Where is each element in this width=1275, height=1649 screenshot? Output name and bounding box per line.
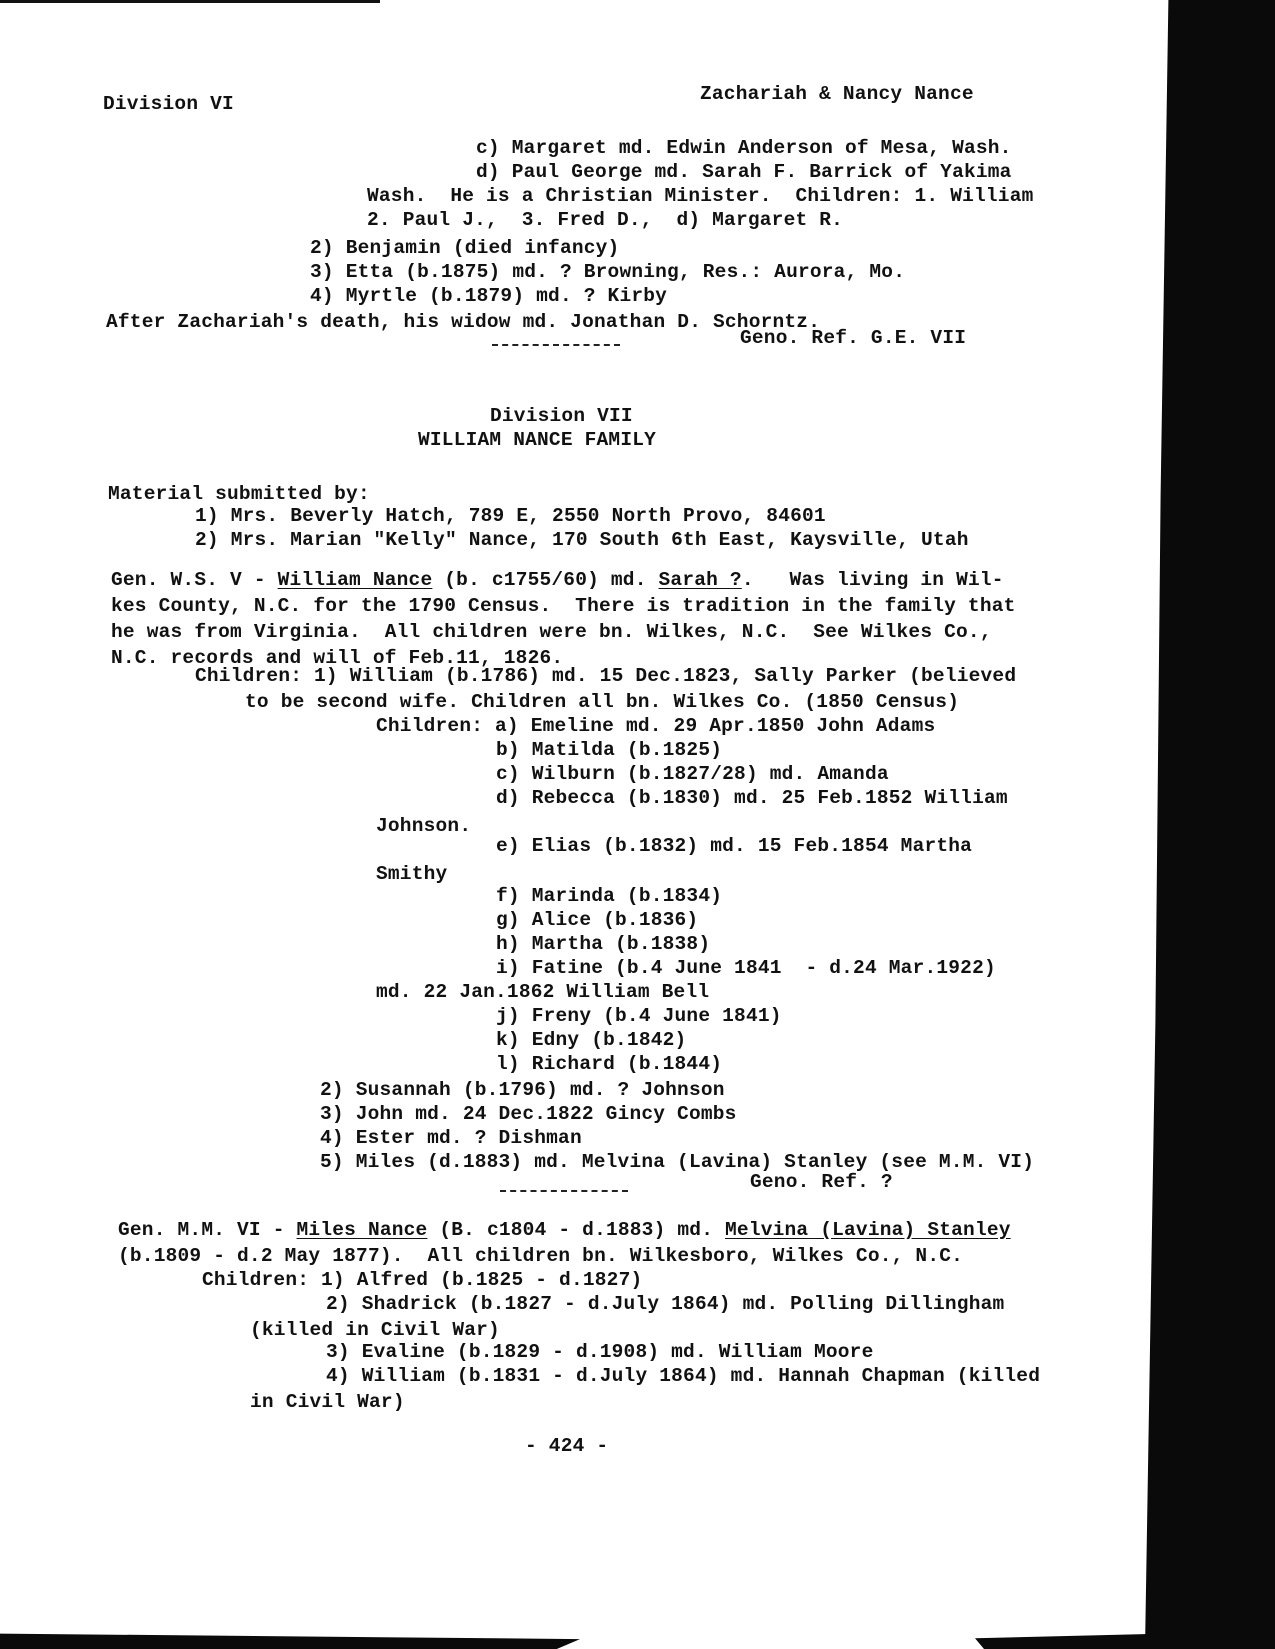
text-line: b) Matilda (b.1825) <box>496 739 723 761</box>
text-line: 5) Miles (d.1883) md. Melvina (Lavina) Stanley (see M.M. VI) <box>320 1151 1035 1173</box>
gen-mm-spouse: Melvina (Lavina) Stanley <box>725 1219 1011 1241</box>
scan-edge-top <box>0 0 380 3</box>
gen-ws-prefix: Gen. W.S. V - <box>111 569 278 591</box>
gen-mm-name: Miles Nance <box>296 1219 428 1241</box>
text-line: 1) Mrs. Beverly Hatch, 789 E, 2550 North Provo, 84601 <box>195 505 826 527</box>
text-line: e) Elias (b.1832) md. 15 Feb.1854 Martha <box>496 835 973 857</box>
gen-ws-mid: (b. c1755/60) md. <box>432 569 659 591</box>
text-line: N.C. records and will of Feb.11, 1826. <box>111 647 564 669</box>
text-line: c) Wilburn (b.1827/28) md. Amanda <box>496 763 889 785</box>
text-line: Smithy <box>376 863 448 885</box>
text-line: md. 22 Jan.1862 William Bell <box>376 981 710 1003</box>
text-line: Children: 1) Alfred (b.1825 - d.1827) <box>202 1269 643 1291</box>
text-line: Material submitted by: <box>108 483 370 505</box>
section-divider <box>500 1190 628 1194</box>
text-line: 3) John md. 24 Dec.1822 Gincy Combs <box>320 1103 737 1125</box>
scan-edge-right <box>1145 0 1275 1649</box>
text-line: After Zachariah's death, his widow md. Jonathan D. Schorntz. <box>106 311 821 333</box>
text-line: g) Alice (b.1836) <box>496 909 699 931</box>
text-line: he was from Virginia. All children were bn. Wilkes, N.C. See Wilkes Co., <box>111 621 992 643</box>
text-line: in Civil War) <box>250 1391 405 1413</box>
text-line: 4) Ester md. ? Dishman <box>320 1127 582 1149</box>
scan-edge-bottom <box>0 1627 580 1649</box>
gen-ws-line <box>111 568 1004 592</box>
gen-ws-spouse: Sarah ? <box>658 569 742 591</box>
text-line: (killed in Civil War) <box>250 1319 500 1341</box>
text-line: (b.1809 - d.2 May 1877). All children bn. Wilkesboro, Wilkes Co., N.C. <box>118 1245 964 1267</box>
gen-ws-name: William Nance <box>277 569 433 591</box>
text-line: f) Marinda (b.1834) <box>496 885 723 907</box>
text-line: h) Martha (b.1838) <box>496 933 711 955</box>
text-line: j) Freny (b.4 June 1841) <box>496 1005 782 1027</box>
text-line: WILLIAM NANCE FAMILY <box>418 429 657 451</box>
text-line: i) Fatine (b.4 June 1841 - d.24 Mar.1922) <box>496 957 996 979</box>
text-line: Geno. Ref. ? <box>750 1171 893 1193</box>
text-line: 4) Myrtle (b.1879) md. ? Kirby <box>310 285 668 307</box>
text-line: Wash. He is a Christian Minister. Children: 1. William <box>367 185 1034 207</box>
header-family-name: Zachariah & Nancy Nance <box>700 83 974 105</box>
text-line: 2) Mrs. Marian "Kelly" Nance, 170 South 6th East, Kaysville, Utah <box>195 529 969 551</box>
text-line: 2) Susannah (b.1796) md. ? Johnson <box>320 1079 725 1101</box>
gen-mm-mid: (B. c1804 - d.1883) md. <box>427 1219 726 1241</box>
text-line: 4) William (b.1831 - d.July 1864) md. Hannah Chapman (killed <box>326 1365 1041 1387</box>
text-line: d) Paul George md. Sarah F. Barrick of Yakima <box>476 161 1012 183</box>
gen-mm-line <box>118 1218 1011 1242</box>
text-line: 2. Paul J., 3. Fred D., d) Margaret R. <box>367 209 844 231</box>
text-line: Division VII <box>490 405 633 427</box>
text-line: 3) Evaline (b.1829 - d.1908) md. William Moore <box>326 1341 874 1363</box>
text-line: kes County, N.C. for the 1790 Census. There is tradition in the family that <box>111 595 1016 617</box>
text-line: k) Edny (b.1842) <box>496 1029 687 1051</box>
text-line: 2) Benjamin (died infancy) <box>310 237 620 259</box>
text-line: l) Richard (b.1844) <box>496 1053 723 1075</box>
text-line: 3) Etta (b.1875) md. ? Browning, Res.: Aurora, Mo. <box>310 261 906 283</box>
header-division: Division VI <box>103 93 234 115</box>
text-line: Johnson. <box>376 815 472 837</box>
gen-mm-prefix: Gen. M.M. VI - <box>118 1219 297 1241</box>
page-number: - 424 - <box>525 1435 609 1457</box>
gen-ws-rest: . Was living in Wil- <box>741 569 1004 591</box>
text-line: c) Margaret md. Edwin Anderson of Mesa, Wash. <box>476 137 1012 159</box>
scan-edge-bottom-right <box>975 1631 1275 1649</box>
text-line: Children: 1) William (b.1786) md. 15 Dec.1823, Sally Parker (believed <box>195 665 1017 687</box>
text-line: Children: a) Emeline md. 29 Apr.1850 John Adams <box>376 715 936 737</box>
section-divider <box>492 344 620 348</box>
text-line: d) Rebecca (b.1830) md. 25 Feb.1852 William <box>496 787 1008 809</box>
text-line: 2) Shadrick (b.1827 - d.July 1864) md. Polling Dillingham <box>326 1293 1005 1315</box>
text-line: to be second wife. Children all bn. Wilkes Co. (1850 Census) <box>245 691 960 713</box>
text-line: Geno. Ref. G.E. VII <box>740 327 967 349</box>
